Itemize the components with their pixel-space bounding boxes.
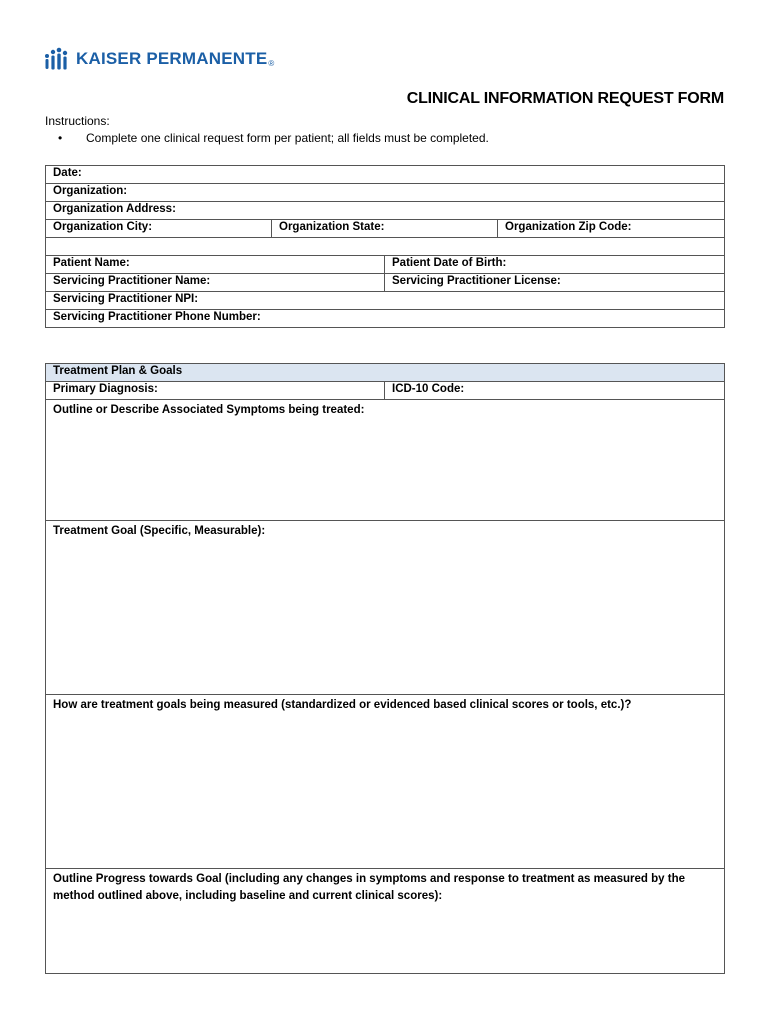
- icd10-code-field[interactable]: ICD-10 Code:: [385, 382, 725, 400]
- symptoms-field[interactable]: Outline or Describe Associated Symptoms being treated:: [46, 400, 725, 521]
- treatment-plan-table: [45, 363, 725, 974]
- instructions-list: [58, 131, 489, 145]
- organization-state-field[interactable]: Organization State:: [272, 220, 498, 238]
- practitioner-name-field[interactable]: Servicing Practitioner Name:: [46, 274, 385, 292]
- practitioner-npi-field[interactable]: Servicing Practitioner NPI:: [46, 292, 725, 310]
- practitioner-license-field[interactable]: Servicing Practitioner License:: [385, 274, 725, 292]
- date-field[interactable]: Date:: [46, 166, 725, 184]
- organization-zip-field[interactable]: Organization Zip Code:: [498, 220, 725, 238]
- organization-city-field[interactable]: Organization City:: [46, 220, 272, 238]
- form-title: CLINICAL INFORMATION REQUEST FORM: [406, 90, 724, 107]
- organization-table: [45, 165, 725, 328]
- organization-address-field[interactable]: Organization Address:: [46, 202, 725, 220]
- patient-name-field[interactable]: Patient Name:: [46, 256, 385, 274]
- instructions-label: Instructions:: [45, 114, 110, 128]
- logo-text: KAISER PERMANENTE: [76, 49, 268, 68]
- blank-row: [46, 238, 725, 256]
- logo: [44, 44, 274, 74]
- organization-field[interactable]: Organization:: [46, 184, 725, 202]
- primary-diagnosis-field[interactable]: Primary Diagnosis:: [46, 382, 385, 400]
- treatment-plan-header: Treatment Plan & Goals: [46, 364, 725, 382]
- kaiser-people-icon: [44, 47, 70, 71]
- treatment-goal-field[interactable]: Treatment Goal (Specific, Measurable):: [46, 521, 725, 695]
- progress-field[interactable]: Outline Progress towards Goal (including any changes in symptoms and response to treatment as measured by the method outlined above, including baseline and current clinical scores):: [46, 869, 725, 974]
- practitioner-phone-field[interactable]: Servicing Practitioner Phone Number:: [46, 310, 725, 328]
- instruction-item: • Complete one clinical request form per patient; all fields must be completed.: [58, 131, 489, 145]
- patient-dob-field[interactable]: Patient Date of Birth:: [385, 256, 725, 274]
- registered-mark: ®: [268, 59, 275, 68]
- goal-measurement-field[interactable]: How are treatment goals being measured (standardized or evidenced based clinical scores or tools, etc.)?: [46, 695, 725, 869]
